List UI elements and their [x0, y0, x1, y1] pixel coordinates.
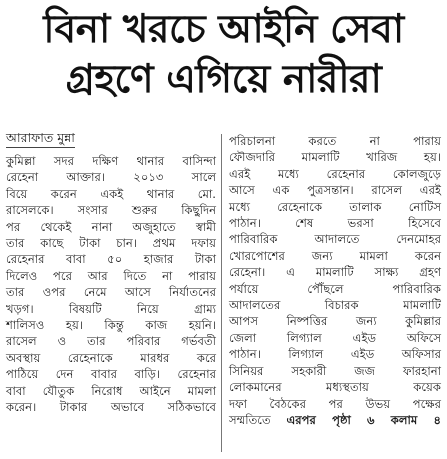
article-line — [229, 412, 441, 428]
news-clipping — [0, 6, 447, 459]
article-line: পরিচালনা করতে না পারায় — [229, 134, 441, 148]
article-line-text: সম্মতিতে — [229, 412, 287, 427]
article-line: তার কাছে টাকা চান। প্রথম দফায় — [6, 236, 216, 251]
article-line: কুমিল্লা সদর দক্ষিণ থানার বাসিন্দা — [6, 154, 216, 168]
article-line: অবস্থায় রেহেনাকে মারধর করে — [6, 350, 216, 365]
headline-line-2: গ্রহণে এগিয়ে নারীরা — [65, 56, 382, 102]
article-line: তার ওপর নেমে আসে নির্যাতনের — [6, 285, 216, 300]
article-line: খড়গ। বিষয়টি নিয়ে গ্রাম্য — [6, 301, 216, 316]
article-line: রাসেলকে। সংসার শুরুর কিছুদিন — [6, 203, 216, 218]
article-line: পাঠিয়ে দেন বাবার বাড়ি। রেহেনার — [6, 367, 216, 382]
article-line: খোরপোশের জন্য মামলা করেন — [229, 248, 441, 263]
article-line: মধ্যে রেহেনাকে তালাক নোটিস — [229, 199, 441, 214]
article-line: আসে এক পুত্রসন্তান। রাসেল এরই — [229, 183, 441, 198]
article-line: শালিসও হয়। কিন্তু কাজ হয়নি। — [6, 318, 216, 333]
continuation-note: এরপর পৃষ্ঠা ৬ কলাম ৪ — [286, 412, 441, 427]
article-line: পারিবারিক আদালতে দেনমোহর — [229, 232, 441, 247]
article-line: সিনিয়র সহকারী জজ ফারহানা — [229, 363, 441, 378]
article-line: রাসেল ও তার পরিবার গর্ভবতী — [6, 334, 216, 349]
article-line: এরই মধ্যে রেহেনার কোলজুড়ে — [229, 166, 441, 181]
article-line: আদালতের বিচারক মামলাটি — [229, 298, 441, 313]
article-line: দিলেও পরে আর দিতে না পারায় — [6, 268, 216, 283]
article-line: রেহেনা আক্তার। ২০১৩ সালে — [6, 170, 216, 185]
article-line: দফা বৈঠকের পর উভয় পক্ষের — [229, 396, 441, 411]
article-line: আপস নিষ্পত্তির জন্য কুমিল্লার — [229, 314, 441, 329]
article-line: পর থেকেই নানা অজুহাতে স্বামী — [6, 219, 216, 234]
article-line: ফৌজদারি মামলাটি খারিজ হয়। — [229, 150, 441, 165]
article-line: বাবা যৌতুক নিরোধ আইনে মামলা — [6, 383, 216, 398]
headline-line-1: বিনা খরচে আইনি সেবা — [43, 6, 404, 52]
article-line: বিয়ে করেন একই থানার মো. — [6, 186, 216, 201]
article-line: রেহেনা। এ মামলাটি সাক্ষ্য গ্রহণ — [229, 265, 441, 280]
article-line: করেন। টাকার অভাবে সঠিকভাবে — [6, 400, 216, 415]
byline: আরাফাত মুন্না — [6, 130, 75, 148]
article-line: জেলা লিগ্যাল এইড অফিসে — [229, 330, 441, 345]
article-column-right — [229, 133, 441, 428]
article-line: পাঠান। শেষ ভরসা হিসেবে — [229, 216, 441, 231]
article-line: পাঠান। লিগ্যাল এইড অফিসার — [229, 347, 441, 362]
headline — [0, 6, 447, 102]
article-column-left — [6, 153, 216, 416]
article-line: পর্যায়ে পৌঁছলে পারিবারিক — [229, 281, 441, 296]
article-line: রেহেনার বাবা ৫০ হাজার টাকা — [6, 252, 216, 267]
article-line: লোকমানের মধ্যস্থতায় কয়েক — [229, 380, 441, 395]
column-divider — [221, 134, 222, 452]
